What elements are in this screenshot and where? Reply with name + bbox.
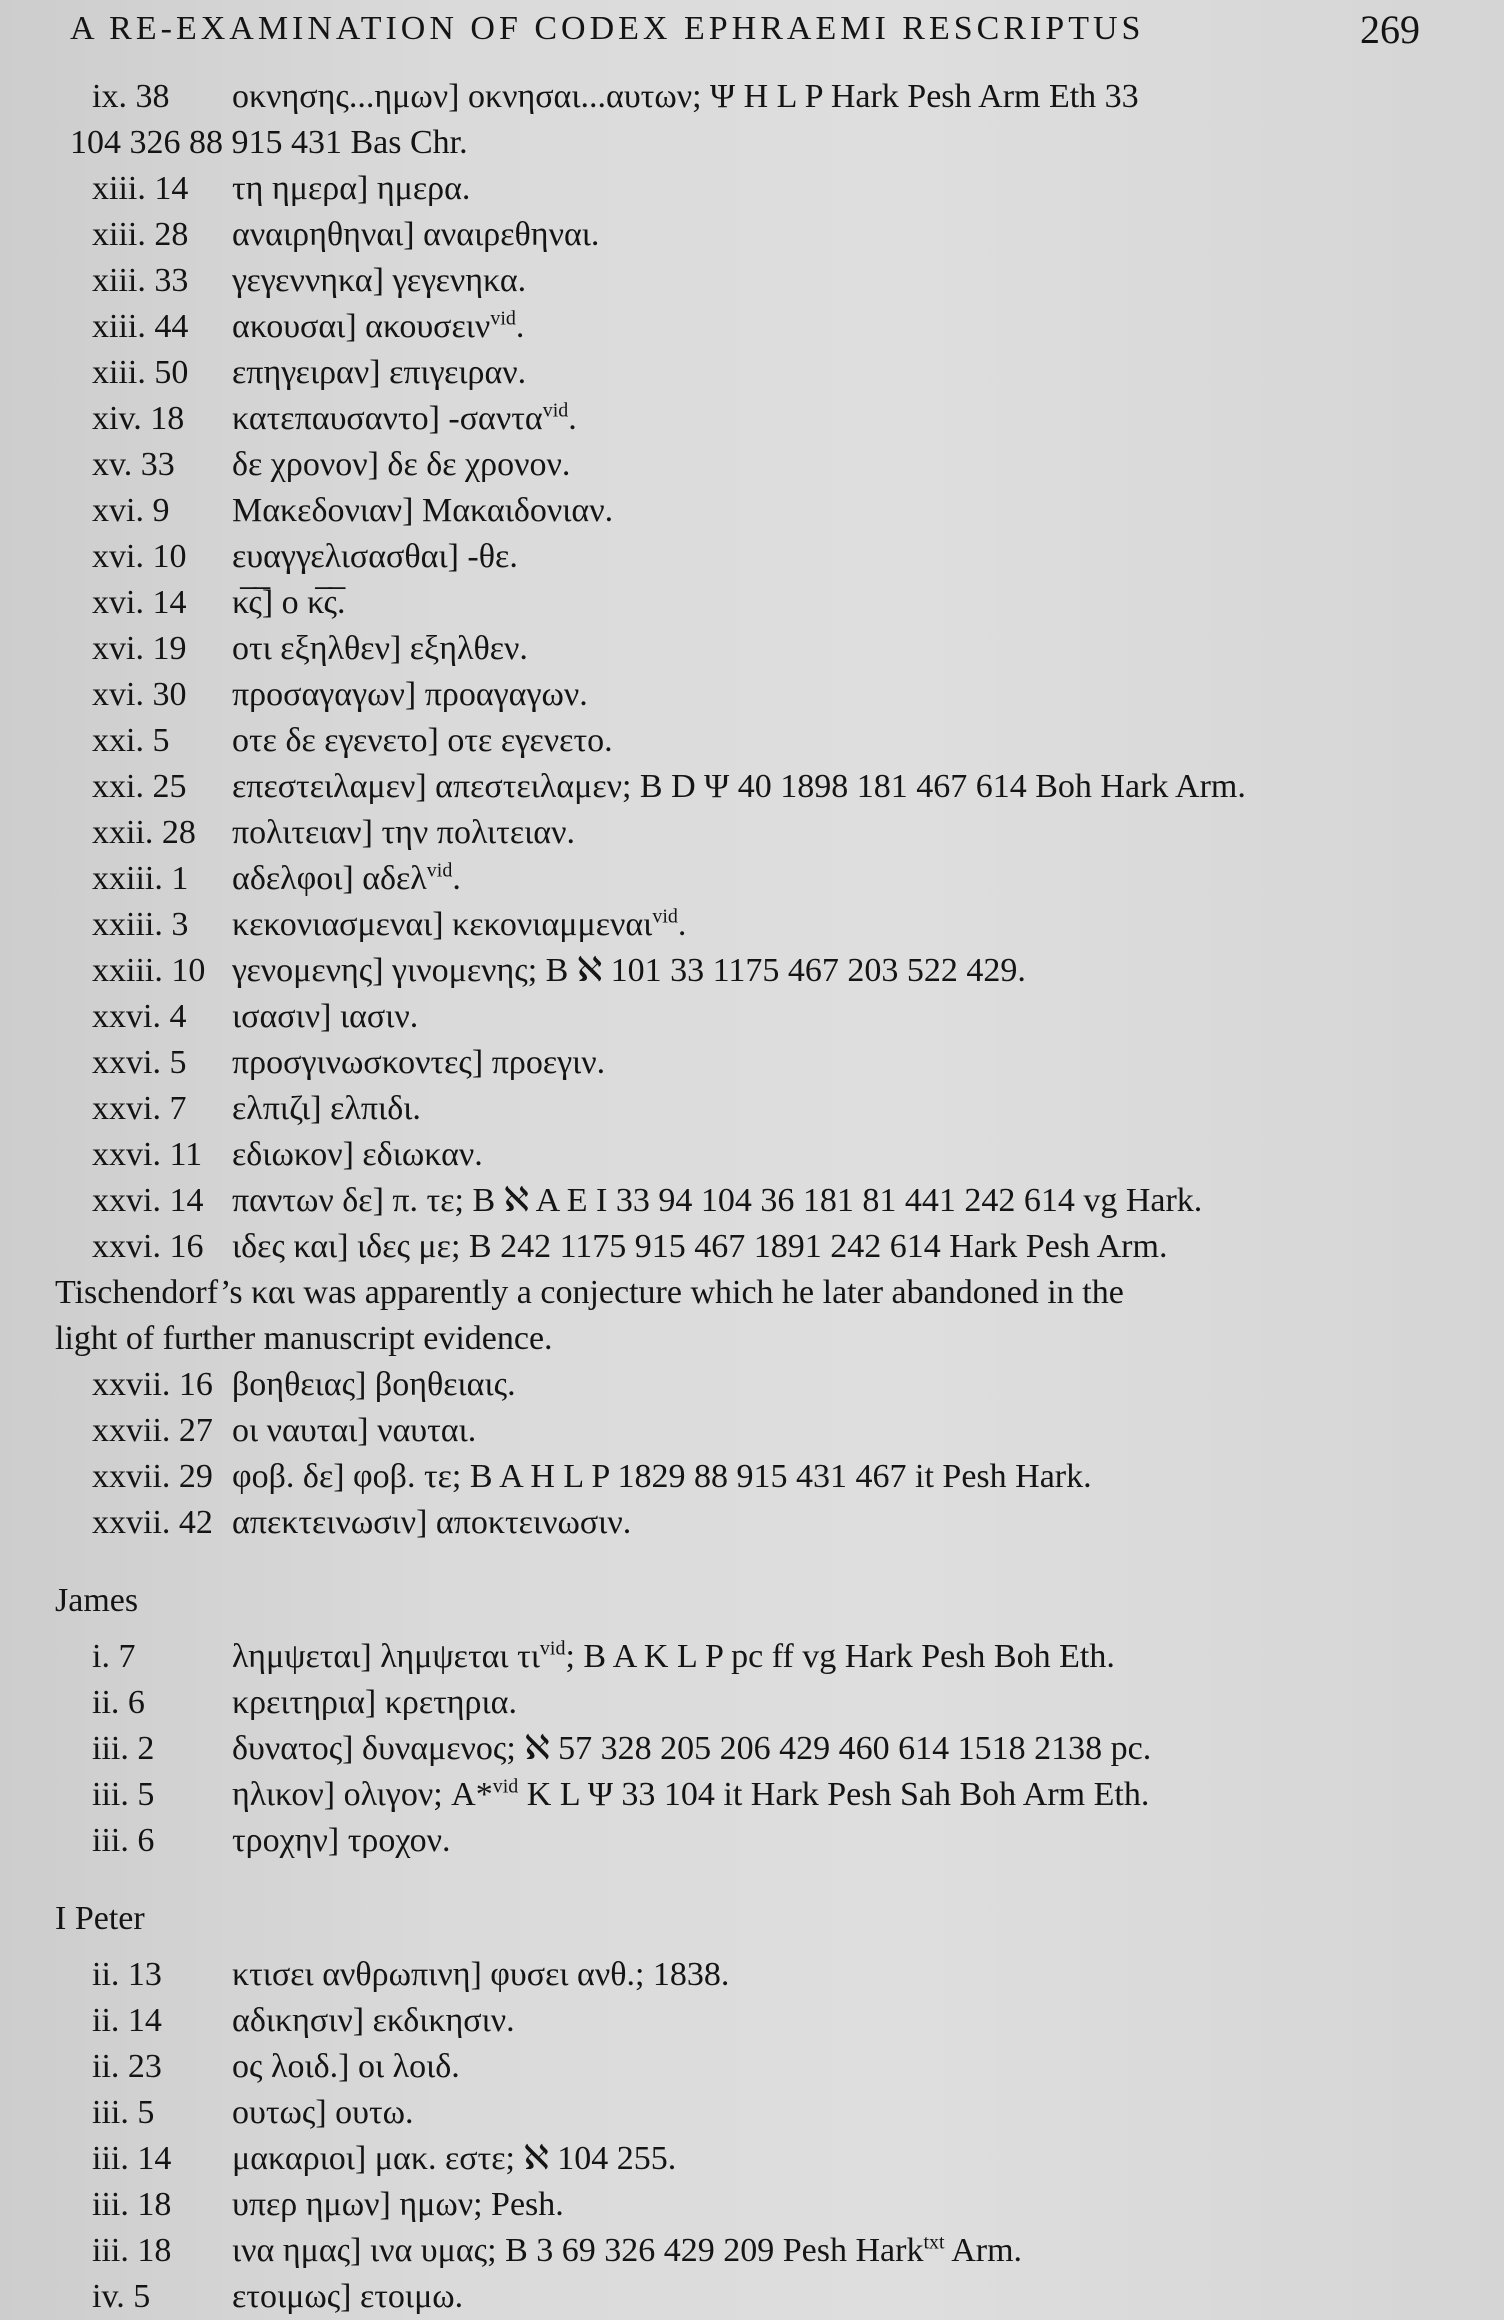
superscript-siglum: vid [490, 307, 516, 330]
verse-reference: iii. 18 [92, 2232, 172, 2269]
variant-reading [232, 2090, 414, 2136]
reading-text: κρειτηρια] κρετηρια. [232, 1684, 517, 1721]
reading-text: μακαριοι] μακ. εστε; ℵ 104 255. [232, 2140, 677, 2177]
verse-reference: xxvi. 4 [92, 998, 187, 1035]
variant-reading [232, 396, 577, 442]
reading-text: επηγειραν] επιγειραν. [232, 354, 527, 391]
reading-continuation: K L Ψ 33 104 it Hark Pesh Sah Boh Arm Eth. [518, 1776, 1150, 1813]
reading-text: κ̅ς̅] ο κ̅ς̅. [232, 584, 346, 621]
running-title: A RE-EXAMINATION OF CODEX EPHRAEMI RESCRIPTUS [70, 10, 1145, 47]
reading-text: κατεπαυσαντο] -σαντα [232, 400, 543, 437]
reading-text: 104 326 88 915 431 Bas Chr. [70, 124, 468, 161]
reading-text: γενομενης] γινομενης; B ℵ 101 33 1175 467 203 522 429. [232, 952, 1026, 989]
verse-reference: xxvi. 11 [92, 1136, 203, 1173]
verse-reference: xiv. 18 [92, 400, 185, 437]
reading-text: πολιτειαν] την πολιτειαν. [232, 814, 575, 851]
variant-reading [232, 350, 526, 396]
verse-reference: xxvii. 16 [92, 1366, 213, 1403]
verse-reference: xxvi. 14 [92, 1182, 204, 1219]
reading-text: οκνησης...ημων] οκνησαι...αυτων; Ψ H L P Hark Pesh Arm Eth 33 [232, 78, 1139, 115]
reading-text: ηλικον] ολιγον; A* [232, 1776, 493, 1813]
variant-reading [232, 1818, 451, 1864]
variant-reading [232, 1680, 517, 1726]
variant-reading [232, 902, 686, 948]
reading-text: ελπιζι] ελπιδι. [232, 1090, 421, 1127]
verse-reference: xiii. 14 [92, 170, 189, 207]
superscript-siglum: vid [652, 905, 678, 928]
reading-continuation: . [568, 400, 577, 437]
variant-reading [232, 1772, 1149, 1818]
variant-reading [232, 1132, 483, 1178]
variant-reading [232, 1454, 1092, 1500]
page-number: 269 [1360, 7, 1420, 52]
variant-reading [232, 1178, 1202, 1224]
reading-text: γεγεννηκα] γεγενηκα. [232, 262, 527, 299]
verse-reference: iii. 2 [92, 1730, 155, 1767]
verse-reference: iii. 6 [92, 1822, 155, 1859]
variant-reading [232, 1224, 1167, 1270]
reading-text: αναιρηθηναι] αναιρεθηναι. [232, 216, 600, 253]
verse-reference: xv. 33 [92, 446, 175, 483]
variant-reading [232, 810, 575, 856]
variant-reading [232, 2274, 463, 2320]
reading-text: τροχην] τροχον. [232, 1822, 451, 1859]
verse-reference: xxiii. 10 [92, 952, 206, 989]
variant-reading [232, 488, 613, 534]
variant-reading [232, 1952, 729, 1998]
variant-reading [232, 1362, 516, 1408]
running-header [70, 6, 1420, 54]
reading-text: ουτως] ουτω. [232, 2094, 414, 2131]
verse-reference: xxvii. 29 [92, 1458, 213, 1495]
verse-reference: ii. 6 [92, 1684, 145, 1721]
verse-reference: xvi. 30 [92, 676, 187, 713]
variant-reading [232, 74, 1139, 120]
reading-continuation: . [677, 906, 687, 943]
variant-reading [232, 1998, 515, 2044]
variant-reading [232, 580, 346, 626]
reading-text: τη ημερα] ημερα. [232, 170, 471, 207]
verse-reference: xxii. 28 [92, 814, 196, 851]
verse-reference: ii. 23 [92, 2048, 162, 2085]
variant-reading [232, 1726, 1151, 1772]
variant-reading [232, 718, 613, 764]
verse-reference: ii. 14 [92, 2002, 162, 2039]
verse-reference: xiii. 33 [92, 262, 189, 299]
verse-reference: xxiii. 1 [92, 860, 189, 897]
reading-continuation: ; B A K L P pc ff vg Hark Pesh Boh Eth. [565, 1638, 1115, 1675]
verse-reference: ii. 13 [92, 1956, 162, 1993]
variant-reading [232, 1408, 476, 1454]
variant-reading [232, 304, 524, 350]
verse-reference: iii. 5 [92, 2094, 155, 2131]
verse-reference: xxvi. 7 [92, 1090, 187, 1127]
reading-text: αδικησιν] εκδικησιν. [232, 2002, 515, 2039]
verse-reference: iii. 5 [92, 1776, 155, 1813]
reading-text: ιδες και] ιδες με; B 242 1175 915 467 1891 242 614 Hark Pesh Arm. [232, 1228, 1168, 1265]
verse-reference: xiii. 28 [92, 216, 189, 253]
superscript-siglum: txt [923, 2231, 945, 2254]
reading-text: επεστειλαμεν] απεστειλαμεν; B D Ψ 40 1898 181 467 614 Boh Hark Arm. [232, 768, 1246, 805]
reading-text: δυνατος] δυναμενος; ℵ 57 328 205 206 429 460 614 1518 2138 pc. [232, 1730, 1152, 1767]
variant-reading [232, 1040, 605, 1086]
reading-text: αδελφοι] αδελ [232, 860, 427, 897]
variant-reading [232, 626, 528, 672]
section-heading-james: James [55, 1582, 139, 1619]
reading-text: Μακεδονιαν] Μακαιδονιαν. [232, 492, 614, 529]
variant-reading [232, 2136, 676, 2182]
variant-reading [232, 1634, 1115, 1680]
variant-reading [70, 120, 468, 166]
verse-reference: iv. 5 [92, 2278, 151, 2315]
verse-reference: xxi. 5 [92, 722, 170, 759]
verse-reference: iii. 14 [92, 2140, 172, 2177]
superscript-siglum: vid [492, 1775, 519, 1798]
reading-text: κεκονιασμεναι] κεκονιαμμεναι [232, 906, 653, 943]
reading-text: ος λοιδ.] οι λοιδ. [232, 2048, 460, 2085]
verse-reference: xiii. 44 [92, 308, 189, 345]
reading-continuation: . [515, 308, 525, 345]
verse-reference: i. 7 [92, 1638, 136, 1675]
verse-reference: xiii. 50 [92, 354, 189, 391]
reading-text: οτε δε εγενετο] οτε εγενετο. [232, 722, 613, 759]
reading-text: φοβ. δε] φοβ. τε; B A H L P 1829 88 915 431 467 it Pesh Hark. [232, 1458, 1092, 1495]
verse-reference: xvi. 9 [92, 492, 170, 529]
variant-reading [232, 672, 588, 718]
verse-reference: xvi. 19 [92, 630, 187, 667]
verse-reference: xxiii. 3 [92, 906, 189, 943]
section-heading-i-peter: I Peter [55, 1900, 145, 1937]
verse-reference: xvi. 14 [92, 584, 187, 621]
verse-reference: iii. 18 [92, 2186, 172, 2223]
superscript-siglum: vid [426, 859, 453, 882]
verse-reference: xxi. 25 [92, 768, 187, 805]
reading-text: υπερ ημων] ημων; Pesh. [232, 2186, 564, 2223]
reading-text: εδιωκον] εδιωκαν. [232, 1136, 483, 1173]
variant-reading [232, 1500, 631, 1546]
reading-text: λημψεται] λημψεται τι [232, 1638, 540, 1675]
reading-text: ετοιμως] ετοιμω. [232, 2278, 464, 2315]
variant-reading [232, 534, 518, 580]
variant-reading [232, 258, 526, 304]
reading-text: προσαγαγων] προαγαγων. [232, 676, 588, 713]
reading-text: ισασιν] ιασιν. [232, 998, 419, 1035]
reading-text: προσγινωσκοντες] προεγιν. [232, 1044, 606, 1081]
variant-reading [232, 166, 470, 212]
verse-reference: xxvi. 16 [92, 1228, 204, 1265]
reading-text: δε χρονον] δε δε χρονον. [232, 446, 571, 483]
reading-continuation: . [452, 860, 461, 897]
verse-reference: xvi. 10 [92, 538, 187, 575]
reading-text: ακουσαι] ακουσειν [232, 308, 491, 345]
variant-reading [232, 2182, 564, 2228]
reading-text: οτι εξηλθεν] εξηλθεν. [232, 630, 528, 667]
verse-reference: xxvii. 42 [92, 1504, 213, 1541]
reading-text: βοηθειας] βοηθειαις. [232, 1366, 516, 1403]
reading-text: ινα ημας] ινα υμας; B 3 69 326 429 209 Pesh Hark [232, 2232, 924, 2269]
commentary-note: Tischendorf’s και was apparently a conjecture which he later abandoned in the [55, 1274, 1124, 1311]
variant-reading [232, 856, 461, 902]
variant-reading [232, 994, 418, 1040]
verse-reference: ix. 38 [92, 78, 170, 115]
variant-reading [232, 2044, 460, 2090]
reading-text: απεκτεινωσιν] αποκτεινωσιν. [232, 1504, 632, 1541]
reading-text: κτισει ανθρωπινη] φυσει ανθ.; 1838. [232, 1956, 730, 1993]
reading-continuation: Arm. [944, 2232, 1023, 2269]
verse-reference: xxvii. 27 [92, 1412, 213, 1449]
reading-text: οι ναυται] ναυται. [232, 1412, 477, 1449]
variant-reading [232, 948, 1026, 994]
reading-text: ευαγγελισασθαι] -θε. [232, 538, 518, 575]
reading-text: παντων δε] π. τε; B ℵ A E I 33 94 104 36 181 81 441 242 614 vg Hark. [232, 1182, 1203, 1219]
variant-reading [232, 764, 1246, 810]
commentary-note: light of further manuscript evidence. [55, 1320, 553, 1357]
variant-reading [232, 442, 570, 488]
variant-reading [232, 2228, 1022, 2274]
superscript-siglum: vid [539, 1637, 566, 1660]
superscript-siglum: vid [542, 399, 569, 422]
variant-reading [232, 1086, 421, 1132]
verse-reference: xxvi. 5 [92, 1044, 187, 1081]
variant-reading [232, 212, 599, 258]
